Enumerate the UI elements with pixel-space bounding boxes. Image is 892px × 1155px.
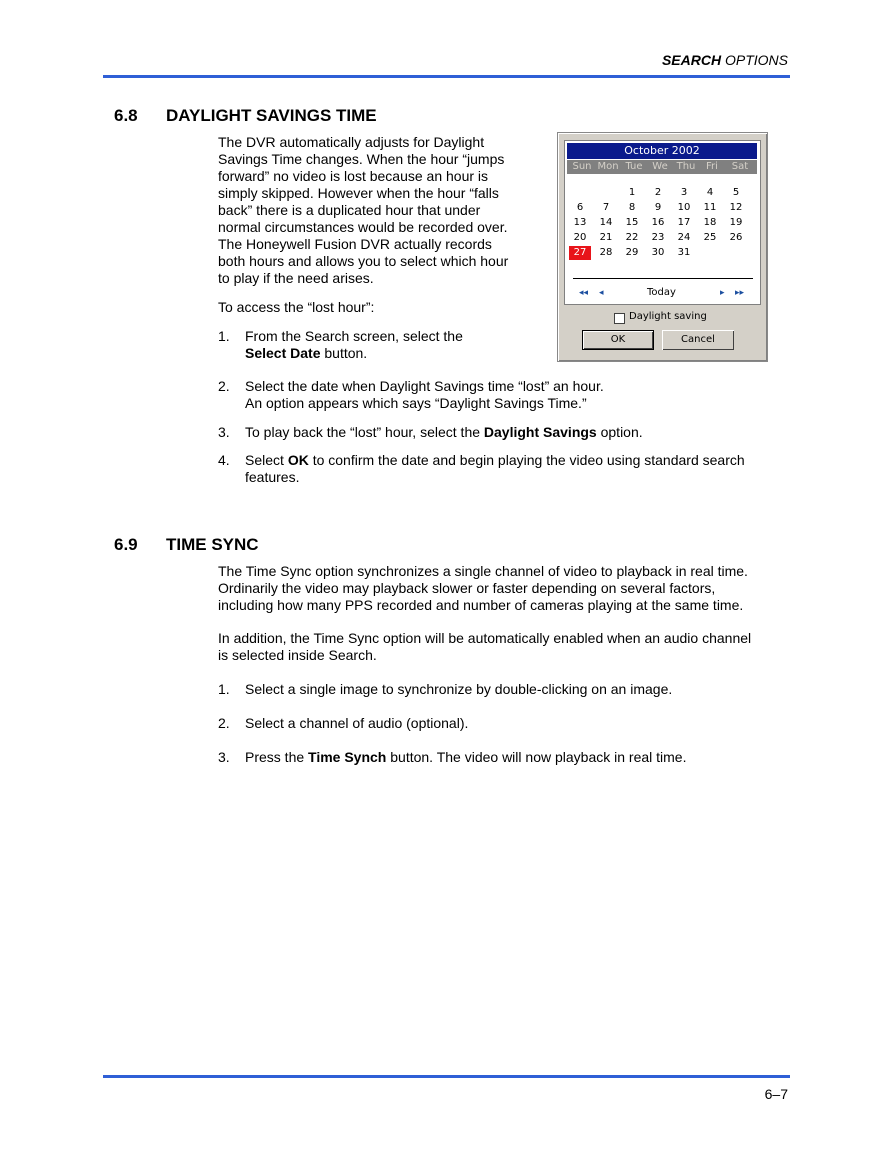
first-month-icon[interactable]: ◂◂ xyxy=(579,288,589,298)
step-number: 4. xyxy=(218,452,230,468)
text-line: normal circumstances would be recorded over. xyxy=(218,219,508,235)
calendar-day[interactable]: 28 xyxy=(599,247,613,258)
calendar-day[interactable]: 12 xyxy=(729,202,743,213)
daylight-saving-checkbox[interactable] xyxy=(614,313,625,324)
calendar-day[interactable]: 19 xyxy=(729,217,743,228)
next-month-icon[interactable]: ▸ xyxy=(720,288,725,298)
calendar-day[interactable]: 14 xyxy=(599,217,613,228)
calendar-day[interactable]: 7 xyxy=(602,202,610,213)
cancel-button[interactable]: Cancel xyxy=(662,330,734,350)
text-line: The Time Sync option synchronizes a single channel of video to playback in real time. xyxy=(218,563,748,579)
step-number: 2. xyxy=(218,378,230,394)
calendar-day[interactable]: 29 xyxy=(625,247,639,258)
time-sync-paragraph-2 xyxy=(218,630,751,664)
section-title: DAYLIGHT SAVINGS TIME xyxy=(166,106,377,125)
step-text: option. xyxy=(596,424,643,440)
step-number: 2. xyxy=(218,715,230,731)
step-text: An option appears which says “Daylight Savings Time.” xyxy=(245,395,587,411)
text-line: is selected inside Search. xyxy=(218,647,377,663)
section-number: 6.9 xyxy=(114,535,138,554)
calendar-dialog xyxy=(557,132,768,362)
text-line: both hours and allows you to select which hour xyxy=(218,253,509,269)
daylight-saving-label: Daylight saving xyxy=(629,311,707,322)
weekday-label: Tue xyxy=(625,161,643,172)
page-number: 6–7 xyxy=(764,1086,788,1102)
weekday-label: Thu xyxy=(676,161,696,172)
step-bold: Select Date xyxy=(245,345,321,361)
calendar-day[interactable]: 20 xyxy=(573,232,587,243)
calendar-day[interactable]: 30 xyxy=(651,247,665,258)
calendar-day[interactable]: 18 xyxy=(703,217,717,228)
last-month-icon[interactable]: ▸▸ xyxy=(735,288,745,298)
section-title: TIME SYNC xyxy=(166,535,259,554)
section-heading-6-8 xyxy=(114,106,377,126)
calendar-day[interactable]: 15 xyxy=(625,217,639,228)
calendar-day[interactable]: 4 xyxy=(706,187,714,198)
calendar-day[interactable]: 21 xyxy=(599,232,613,243)
step-text: button. The video will now playback in real time. xyxy=(386,749,687,765)
time-sync-paragraph-1 xyxy=(218,563,748,614)
calendar-weekday-header xyxy=(567,160,757,174)
step-text: features. xyxy=(245,469,300,485)
step-text: Select the date when Daylight Savings time “lost” an hour. xyxy=(245,378,604,394)
calendar-day[interactable]: 9 xyxy=(654,202,662,213)
calendar-day[interactable]: 23 xyxy=(651,232,665,243)
section-heading-6-9 xyxy=(114,535,259,555)
step-number: 3. xyxy=(218,424,230,440)
text-line: simply skipped. However when the hour “falls xyxy=(218,185,499,201)
weekday-label: Mon xyxy=(597,161,619,172)
weekday-label: Sat xyxy=(731,161,749,172)
step-number: 1. xyxy=(218,681,230,697)
calendar-day[interactable]: 11 xyxy=(703,202,717,213)
calendar-day[interactable]: 17 xyxy=(677,217,691,228)
step-bold: OK xyxy=(287,452,309,468)
text-line: The DVR automatically adjusts for Daylight xyxy=(218,134,485,150)
text-line: Ordinarily the video may playback slower or faster depending on several factors, xyxy=(218,580,716,596)
step-text: To play back the “lost” hour, select the xyxy=(245,424,484,440)
step-text: button. xyxy=(320,345,368,361)
calendar-day[interactable]: 16 xyxy=(651,217,665,228)
header-rule xyxy=(103,75,790,78)
step-number: 3. xyxy=(218,749,230,765)
dst-paragraph xyxy=(218,134,508,287)
step-text: to confirm the date and begin playing the video using standard search xyxy=(308,452,745,468)
today-button[interactable]: Today xyxy=(647,287,676,298)
calendar-day[interactable]: 22 xyxy=(625,232,639,243)
weekday-label: Fri xyxy=(706,161,718,172)
step-text: Select a single image to synchronize by double-clicking on an image. xyxy=(245,681,673,697)
calendar-day[interactable]: 8 xyxy=(628,202,636,213)
calendar-day[interactable]: 6 xyxy=(576,202,584,213)
weekday-label: Sun xyxy=(572,161,592,172)
weekday-label: We xyxy=(652,161,668,172)
calendar-day[interactable]: 31 xyxy=(677,247,691,258)
ok-button[interactable]: OK xyxy=(582,330,654,350)
text-line: In addition, the Time Sync option will be automatically enabled when an audio channel xyxy=(218,630,752,646)
access-lost-hour: To access the “lost hour”: xyxy=(218,299,375,315)
text-line: including how many PPS recorded and number of cameras playing at the same time. xyxy=(218,597,744,613)
footer-rule xyxy=(103,1075,790,1078)
step-number: 1. xyxy=(218,328,230,344)
text-line: back” there is a duplicated hour that under xyxy=(218,202,481,218)
calendar-day[interactable]: 25 xyxy=(703,232,717,243)
page-header xyxy=(662,52,788,68)
prev-month-icon[interactable]: ◂ xyxy=(599,288,604,298)
step-text: Select a channel of audio (optional). xyxy=(245,715,469,731)
calendar-day[interactable]: 10 xyxy=(677,202,691,213)
calendar-day[interactable]: 24 xyxy=(677,232,691,243)
step-text: Press the xyxy=(245,749,309,765)
text-line: The Honeywell Fusion DVR actually records xyxy=(218,236,492,252)
calendar-day[interactable]: 1 xyxy=(628,187,636,198)
step-bold: Daylight Savings xyxy=(483,424,597,440)
calendar-month-title: October 2002 xyxy=(567,143,757,159)
text-line: Savings Time changes. When the hour “jumps xyxy=(218,151,505,167)
text-line: forward” no video is lost because an hour is xyxy=(218,168,489,184)
calendar-day[interactable]: 3 xyxy=(680,187,688,198)
header-section-bold: SEARCH xyxy=(661,52,722,68)
calendar-day[interactable]: 26 xyxy=(729,232,743,243)
calendar-day[interactable]: 5 xyxy=(732,187,740,198)
calendar-panel xyxy=(564,140,761,305)
calendar-day[interactable]: 13 xyxy=(573,217,587,228)
section-number: 6.8 xyxy=(114,106,138,125)
step-bold: Time Synch xyxy=(308,749,387,765)
text-line: to play if the need arises. xyxy=(218,270,374,286)
calendar-day-selected[interactable]: 27 xyxy=(569,246,591,260)
calendar-divider xyxy=(573,278,753,279)
header-section-rest: OPTIONS xyxy=(721,52,788,68)
calendar-day[interactable]: 2 xyxy=(654,187,662,198)
step-text: Select xyxy=(245,452,288,468)
step-text: From the Search screen, select the xyxy=(245,328,463,344)
